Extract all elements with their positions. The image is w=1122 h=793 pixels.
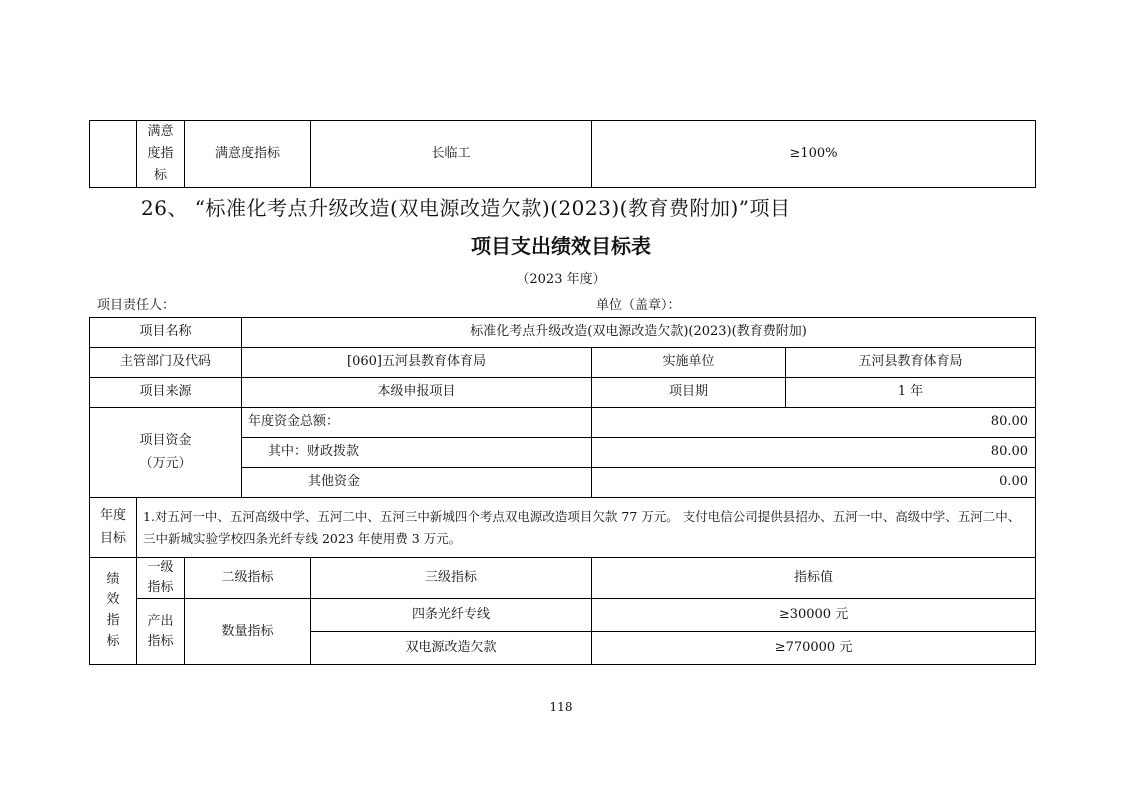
section-heading: 26、 “标准化考点升级改造(双电源改造欠款)(2023)(教育费附加)”项目 [141, 196, 791, 220]
implementing-unit-value: 五河县教育体育局 [786, 348, 1036, 378]
project-name-value: 标准化考点升级改造(双电源改造欠款)(2023)(教育费附加) [242, 318, 1036, 348]
funds-total-row [90, 408, 1036, 438]
project-owner-label: 项目责任人： [97, 298, 176, 313]
indicator-value-header: 指标值 [592, 558, 1036, 599]
level3-header: 三级指标 [311, 558, 592, 599]
source-row [90, 378, 1036, 408]
project-name-row [90, 318, 1036, 348]
level2-header: 二级指标 [185, 558, 311, 599]
project-funds-label: 项目资金 （万元） [90, 408, 242, 498]
performance-target-table [89, 317, 1036, 665]
project-source-label: 项目来源 [90, 378, 242, 408]
indicator-value: ≥30000 元 [592, 599, 1036, 632]
satisfaction-level1-cell: 满意度指标 [137, 121, 185, 188]
funds-fiscal-value: 80.00 [592, 438, 1036, 468]
annual-target-text: 1.对五河一中、五河高级中学、五河二中、五河三中新城四个考点双电源改造项目欠款 77 万元。 支付电信公司提供县招办、五河一中、高级中学、五河二中、三中新城实验学校四条光纤专线 2023 年使用费 3 万元。 [137, 498, 1036, 558]
funds-fiscal-label: 其中：财政拨款 [242, 438, 592, 468]
annual-target-row [90, 498, 1036, 558]
quantity-indicator-label: 数量指标 [185, 599, 311, 665]
indicator-header-row [90, 558, 1036, 599]
level1-header: 一级指标 [137, 558, 185, 599]
department-value: [060]五河县教育体育局 [242, 348, 592, 378]
funds-total-label: 年度资金总额： [242, 408, 592, 438]
indicator-name: 双电源改造欠款 [311, 632, 592, 665]
annual-target-label: 年度目标 [90, 498, 137, 558]
document-year: （2023 年度） [516, 272, 606, 287]
indicator-name: 四条光纤专线 [311, 599, 592, 632]
funds-other-value: 0.00 [592, 468, 1036, 498]
satisfaction-level3-cell: 长临工 [311, 121, 592, 188]
satisfaction-level2-cell: 满意度指标 [185, 121, 311, 188]
performance-indicator-label: 绩效指标 [90, 558, 137, 665]
project-period-label: 项目期 [592, 378, 786, 408]
implementing-unit-label: 实施单位 [592, 348, 786, 378]
page-number: 118 [549, 700, 573, 714]
satisfaction-value-cell: ≥100% [592, 121, 1036, 188]
funds-total-value: 80.00 [592, 408, 1036, 438]
prev-table-fragment [89, 120, 1036, 188]
project-period-value: 1 年 [786, 378, 1036, 408]
department-label: 主管部门及代码 [90, 348, 242, 378]
funds-other-label: 其他资金 [242, 468, 592, 498]
satisfaction-row [90, 121, 1036, 188]
output-indicator-label: 产出指标 [137, 599, 185, 665]
project-name-label: 项目名称 [90, 318, 242, 348]
unit-seal-label: 单位（盖章）： [596, 298, 681, 313]
indicator-value: ≥770000 元 [592, 632, 1036, 665]
blank-cell [90, 121, 137, 188]
project-source-value: 本级申报项目 [242, 378, 592, 408]
document-title: 项目支出绩效目标表 [471, 234, 651, 258]
department-row [90, 348, 1036, 378]
indicator-row [90, 599, 1036, 632]
